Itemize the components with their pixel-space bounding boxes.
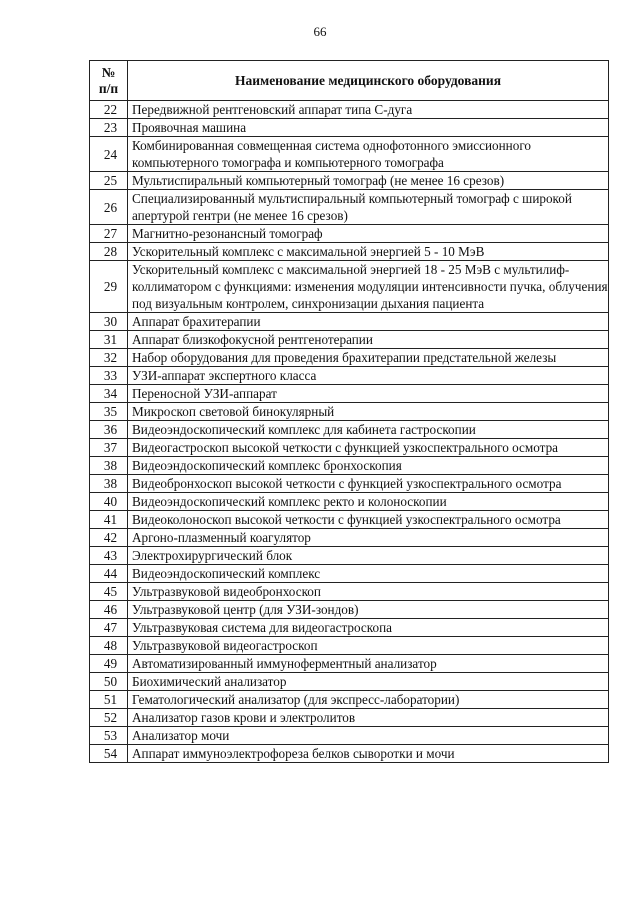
table-row (90, 385, 609, 403)
row-number: 22 (90, 101, 128, 119)
row-number: 30 (90, 313, 128, 331)
row-number: 38 (90, 475, 128, 493)
table-row (90, 172, 609, 190)
row-number: 23 (90, 119, 128, 137)
table-row (90, 547, 609, 565)
table-row (90, 691, 609, 709)
equipment-name: Магнитно-резонансный томограф (128, 225, 609, 243)
row-number: 37 (90, 439, 128, 457)
equipment-table (89, 60, 609, 763)
header-number-line1: № (101, 64, 116, 80)
table-row (90, 331, 609, 349)
row-number: 26 (90, 190, 128, 225)
equipment-name: Передвижной рентгеновский аппарат типа С-дуга (128, 101, 609, 119)
equipment-name: Ультразвуковой видеогастроскоп (128, 637, 609, 655)
equipment-name: Аппарат брахитерапии (128, 313, 609, 331)
equipment-name: Переносной УЗИ-аппарат (128, 385, 609, 403)
equipment-name: Гематологический анализатор (для экспресс-лаборатории) (128, 691, 609, 709)
header-number (90, 61, 128, 101)
table-row (90, 101, 609, 119)
table-row (90, 655, 609, 673)
row-number: 25 (90, 172, 128, 190)
row-number: 53 (90, 727, 128, 745)
equipment-name: Видеоэндоскопический комплекс для кабинета гастроскопии (128, 421, 609, 439)
equipment-name: Видеоэндоскопический комплекс (128, 565, 609, 583)
equipment-name: Аппарат близкофокусной рентгенотерапии (128, 331, 609, 349)
equipment-name: Видеобронхоскоп высокой четкости с функцией узкоспектрального осмотра (128, 475, 609, 493)
table-row (90, 565, 609, 583)
equipment-name: Ультразвуковой видеобронхоскоп (128, 583, 609, 601)
equipment-name: Аппарат иммуноэлектрофореза белков сыворотки и мочи (128, 745, 609, 763)
table-row (90, 673, 609, 691)
table-row (90, 190, 609, 225)
row-number: 51 (90, 691, 128, 709)
row-number: 31 (90, 331, 128, 349)
row-number: 34 (90, 385, 128, 403)
equipment-name: Электрохирургический блок (128, 547, 609, 565)
row-number: 29 (90, 261, 128, 313)
row-number: 43 (90, 547, 128, 565)
row-number: 44 (90, 565, 128, 583)
table-row (90, 727, 609, 745)
table-row (90, 637, 609, 655)
table-row (90, 619, 609, 637)
equipment-name: Набор оборудования для проведения брахитерапии предстательной железы (128, 349, 609, 367)
table-row (90, 511, 609, 529)
table-row (90, 601, 609, 619)
row-number: 46 (90, 601, 128, 619)
table-row (90, 493, 609, 511)
row-number: 24 (90, 137, 128, 172)
table-row (90, 475, 609, 493)
equipment-name: Ультразвуковой центр (для УЗИ-зондов) (128, 601, 609, 619)
equipment-name: Специализированный мультиспиральный компьютерный томограф с широкой апертурой гентри (не менее 16 срезов) (128, 190, 609, 225)
row-number: 48 (90, 637, 128, 655)
equipment-name: Видеоэндоскопический комплекс бронхоскопия (128, 457, 609, 475)
table-row (90, 119, 609, 137)
table-row (90, 457, 609, 475)
table-row (90, 137, 609, 172)
table-row (90, 529, 609, 547)
table-header-row (90, 61, 609, 101)
row-number: 49 (90, 655, 128, 673)
row-number: 47 (90, 619, 128, 637)
header-number-line2: п/п (98, 80, 119, 96)
table-row (90, 439, 609, 457)
page-number: 66 (313, 24, 327, 39)
header-name: Наименование медицинского оборудования (128, 61, 609, 101)
equipment-name: Ускорительный комплекс с максимальной энергией 5 - 10 МэВ (128, 243, 609, 261)
table-row (90, 261, 609, 313)
table-row (90, 745, 609, 763)
row-number: 54 (90, 745, 128, 763)
row-number: 33 (90, 367, 128, 385)
table-row (90, 403, 609, 421)
row-number: 41 (90, 511, 128, 529)
row-number: 40 (90, 493, 128, 511)
equipment-name: Ультразвуковая система для видеогастроскопа (128, 619, 609, 637)
table-row (90, 421, 609, 439)
equipment-name: Анализатор газов крови и электролитов (128, 709, 609, 727)
equipment-name: Видеогастроскоп высокой четкости с функцией узкоспектрального осмотра (128, 439, 609, 457)
equipment-name: Ускорительный комплекс с максимальной энергией 18 - 25 МэВ с мультилиф-коллиматором с функциями: изменения модуляции интенсивности пучка, облучения под визуальным контролем, синхронизации дыхания пациента (128, 261, 609, 313)
row-number: 42 (90, 529, 128, 547)
table-row (90, 709, 609, 727)
table-row (90, 243, 609, 261)
equipment-name: Проявочная машина (128, 119, 609, 137)
row-number: 28 (90, 243, 128, 261)
table-row (90, 367, 609, 385)
equipment-name: Анализатор мочи (128, 727, 609, 745)
row-number: 36 (90, 421, 128, 439)
equipment-name: Комбинированная совмещенная система однофотонного эмиссионного компьютерного томографа и компьютерного томографа (128, 137, 609, 172)
equipment-name: Автоматизированный иммуноферментный анализатор (128, 655, 609, 673)
equipment-name: Биохимический анализатор (128, 673, 609, 691)
table-row (90, 583, 609, 601)
table-row (90, 225, 609, 243)
equipment-name: Микроскоп световой бинокулярный (128, 403, 609, 421)
equipment-name: Аргоно-плазменный коагулятор (128, 529, 609, 547)
row-number: 45 (90, 583, 128, 601)
row-number: 38 (90, 457, 128, 475)
row-number: 50 (90, 673, 128, 691)
equipment-name: Мультиспиральный компьютерный томограф (не менее 16 срезов) (128, 172, 609, 190)
equipment-name: Видеоэндоскопический комплекс ректо и колоноскопии (128, 493, 609, 511)
row-number: 27 (90, 225, 128, 243)
row-number: 35 (90, 403, 128, 421)
table-row (90, 349, 609, 367)
equipment-name: Видеоколоноскоп высокой четкости с функцией узкоспектрального осмотра (128, 511, 609, 529)
table-row (90, 313, 609, 331)
row-number: 52 (90, 709, 128, 727)
equipment-name: УЗИ-аппарат экспертного класса (128, 367, 609, 385)
row-number: 32 (90, 349, 128, 367)
